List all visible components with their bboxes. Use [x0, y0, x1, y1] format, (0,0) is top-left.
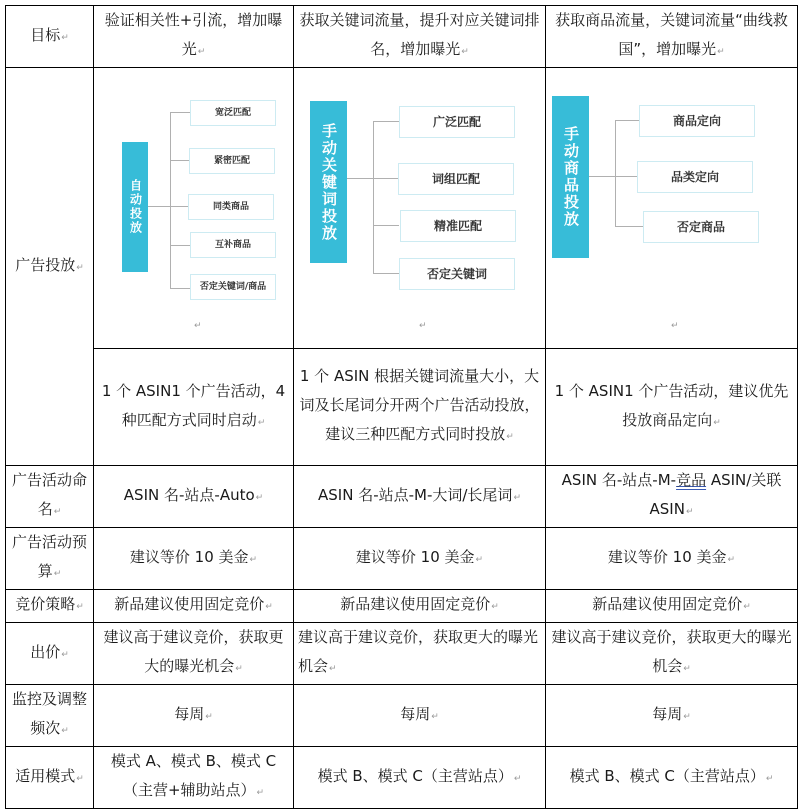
row-label-bid: [6, 623, 94, 685]
cell-text: 模式 B、模式 C（主营站点）: [317, 766, 513, 785]
diagram-node: 紧密匹配: [189, 148, 275, 174]
paragraph-mark-icon: ↵: [256, 788, 265, 798]
paragraph-mark-icon: ↵: [61, 726, 69, 736]
cell-diagram-auto: [94, 68, 294, 349]
cell-desc-manual-product: [546, 349, 798, 466]
paragraph-mark-icon: ↵: [61, 649, 69, 660]
cell-text: 建议高于建议竞价，获取更大的曝光机会: [103, 628, 284, 675]
paragraph-mark-icon: ↵: [194, 321, 202, 331]
paragraph-mark-icon: ↵: [249, 554, 258, 565]
connector-line: [373, 178, 399, 179]
cell-goal-keyword: [294, 6, 546, 68]
paragraph-mark-icon: ↵: [713, 417, 721, 428]
cell-text: 模式 A、模式 B、模式 C（主营+辅助站点）: [110, 752, 277, 799]
row-ad-placement-diagrams: [6, 68, 798, 349]
row-bid: [6, 623, 798, 685]
connector-line: [170, 245, 190, 246]
row-label-campaign-budget: [6, 528, 94, 590]
diagram-node: 否定关键词/商品: [190, 274, 276, 300]
cell-text: 建议高于建议竞价，获取更大的曝光机会: [551, 628, 792, 675]
diagram-node: 商品定向: [639, 105, 755, 137]
connector-line: [615, 120, 639, 121]
cell-text: 1 个 ASIN1 个广告活动，4 种匹配方式同时启动: [101, 381, 286, 429]
diagram-auto-targeting: [94, 68, 293, 348]
cell-bid-auto: [94, 623, 294, 685]
diagram-root-manual-product: 手动商品投放: [552, 96, 589, 258]
grammar-underlined-text: 竞品: [676, 471, 707, 489]
cell-text: 验证相关性+引流，增加曝光: [104, 11, 283, 58]
diagram-node: 品类定向: [637, 161, 753, 193]
diagram-node: 同类商品: [188, 194, 274, 220]
cell-text: ASIN 名-站点-M-大词/长尾词: [318, 485, 513, 504]
connector-line: [170, 160, 190, 161]
diagram-node: 精准匹配: [400, 210, 516, 242]
connector-line: [615, 226, 643, 227]
connector-line: [170, 288, 190, 289]
cell-budget-manual-product: [546, 528, 798, 590]
paragraph-mark-icon: ↵: [76, 262, 84, 273]
label-text: 出价: [30, 642, 61, 661]
cell-text: 1 个 ASIN 根据关键词流量大小，大词及长尾词分开两个广告活动投放，建议三种匹配方式同时投放: [299, 367, 540, 443]
row-campaign-naming: [6, 466, 798, 528]
paragraph-mark-icon: ↵: [255, 492, 264, 503]
paragraph-mark-icon: ↵: [53, 507, 62, 517]
cell-mode-auto: [94, 747, 294, 809]
row-bid-strategy: [6, 590, 798, 623]
connector-line: [373, 225, 399, 226]
diagram-root-auto: 自动投放: [122, 142, 148, 272]
diagram-node: 否定商品: [643, 211, 759, 243]
cell-naming-manual-keyword: [294, 466, 546, 528]
cell-diagram-manual-keyword: [294, 68, 546, 349]
cell-text: 1 个 ASIN1 个广告活动，建议优先投放商品定向: [554, 381, 789, 429]
connector-line: [170, 206, 190, 207]
paragraph-mark-icon: ↵: [76, 773, 84, 784]
cell-mode-manual-keyword: [294, 747, 546, 809]
paragraph-mark-icon: ↵: [717, 47, 725, 57]
cell-text: 每周: [174, 704, 205, 723]
paragraph-mark-icon: ↵: [53, 569, 62, 579]
paragraph-mark-icon: ↵: [765, 773, 774, 784]
row-label-ad-placement: [6, 68, 94, 466]
cell-text: 获取关键词流量，提升对应关键词排名，增加曝光: [299, 11, 540, 58]
cell-mode-manual-product: [546, 747, 798, 809]
paragraph-mark-icon: ↵: [683, 664, 691, 674]
cell-text: 每周: [400, 704, 431, 723]
label-text: 适用模式: [15, 766, 76, 785]
connector-line: [589, 176, 615, 177]
cell-text: 获取商品流量，关键词流量“曲线救国”，增加曝光: [555, 11, 788, 58]
cell-text: 每周: [652, 704, 683, 723]
cell-desc-auto: [94, 349, 294, 466]
cell-budget-manual-keyword: [294, 528, 546, 590]
paragraph-mark-icon: ↵: [265, 602, 273, 612]
cell-text: 新品建议使用固定竞价: [114, 595, 265, 613]
row-goal: [6, 6, 798, 68]
cell-text: 建议等价 10 美金: [355, 547, 475, 566]
row-label-goal: [6, 6, 94, 68]
paragraph-mark-icon: ↵: [235, 664, 243, 674]
cell-text: 模式 B、模式 C（主营站点）: [569, 766, 765, 785]
cell-bid-strategy-manual-product: [546, 590, 798, 623]
row-label-monitor-frequency: [6, 685, 94, 747]
diagram-node: 广泛匹配: [399, 106, 515, 138]
paragraph-mark-icon: ↵: [685, 507, 694, 517]
label-text: 广告活动命名: [11, 471, 87, 518]
cell-naming-manual-product: [546, 466, 798, 528]
label-text: 广告投放: [15, 255, 76, 274]
row-campaign-budget: [6, 528, 798, 590]
cell-text: 新品建议使用固定竞价: [592, 595, 743, 613]
diagram-node: 否定关键词: [399, 258, 515, 290]
cell-text: 建议高于建议竞价，获取更大的曝光机会: [298, 628, 539, 675]
paragraph-mark-icon: ↵: [743, 602, 751, 612]
cell-bid-manual-keyword: [294, 623, 546, 685]
connector-line: [148, 206, 170, 207]
paragraph-mark-icon: ↵: [671, 321, 679, 331]
paragraph-mark-icon: ↵: [197, 47, 206, 57]
row-applicable-mode: [6, 747, 798, 809]
label-text: 监控及调整频次: [11, 690, 87, 737]
cell-naming-auto: [94, 466, 294, 528]
cell-diagram-manual-product: [546, 68, 798, 349]
cell-frequency-manual-product: [546, 685, 798, 747]
paragraph-mark-icon: ↵: [475, 554, 484, 565]
paragraph-mark-icon: ↵: [205, 711, 213, 722]
cell-text: ASIN/关联 ASIN: [649, 471, 782, 518]
cell-text: 新品建议使用固定竞价: [340, 595, 491, 613]
paragraph-mark-icon: ↵: [513, 773, 522, 784]
cell-text: ASIN 名-站点-Auto: [123, 485, 255, 504]
connector-line: [170, 112, 171, 288]
row-monitor-frequency: [6, 685, 798, 747]
cell-goal-product: [546, 6, 798, 68]
diagram-manual-product-targeting: [546, 68, 797, 348]
paragraph-mark-icon: ↵: [61, 32, 69, 43]
cell-budget-auto: [94, 528, 294, 590]
cell-bid-strategy-manual-keyword: [294, 590, 546, 623]
paragraph-mark-icon: ↵: [257, 417, 266, 428]
connector-line: [373, 121, 399, 122]
label-text: 广告活动预算: [11, 533, 87, 580]
connector-line: [373, 273, 399, 274]
row-label-applicable-mode: [6, 747, 94, 809]
cell-frequency-manual-keyword: [294, 685, 546, 747]
paragraph-mark-icon: ↵: [491, 602, 499, 612]
paragraph-mark-icon: ↵: [506, 432, 514, 442]
paragraph-mark-icon: ↵: [431, 711, 439, 722]
cell-frequency-auto: [94, 685, 294, 747]
diagram-root-manual-keyword: 手动关键词投放: [310, 101, 347, 263]
paragraph-mark-icon: ↵: [727, 554, 736, 565]
paragraph-mark-icon: ↵: [513, 492, 521, 503]
row-ad-placement-descriptions: [6, 349, 798, 466]
cell-bid-strategy-auto: [94, 590, 294, 623]
diagram-manual-keyword-targeting: [294, 68, 545, 348]
diagram-node: 词组匹配: [398, 163, 514, 195]
row-label-campaign-naming: [6, 466, 94, 528]
connector-line: [347, 178, 373, 179]
paragraph-mark-icon: ↵: [329, 664, 337, 674]
connector-line: [170, 112, 190, 113]
cell-text: 建议等价 10 美金: [607, 547, 727, 566]
diagram-node: 宽泛匹配: [190, 100, 276, 126]
ad-strategy-table: [5, 5, 798, 809]
connector-line: [615, 176, 637, 177]
paragraph-mark-icon: ↵: [461, 47, 469, 57]
label-text: 目标: [30, 25, 61, 44]
cell-text: ASIN 名-站点-M-: [561, 471, 677, 489]
cell-goal-auto: [94, 6, 294, 68]
connector-line: [373, 121, 374, 273]
cell-text: 建议等价 10 美金: [129, 547, 249, 566]
row-label-bid-strategy: [6, 590, 94, 623]
connector-line: [615, 120, 616, 227]
diagram-node: 互补商品: [190, 232, 276, 258]
cell-bid-manual-product: [546, 623, 798, 685]
cell-desc-manual-keyword: [294, 349, 546, 466]
paragraph-mark-icon: ↵: [76, 602, 84, 612]
paragraph-mark-icon: ↵: [683, 711, 691, 722]
label-text: 竞价策略: [15, 595, 76, 613]
paragraph-mark-icon: ↵: [419, 321, 427, 331]
